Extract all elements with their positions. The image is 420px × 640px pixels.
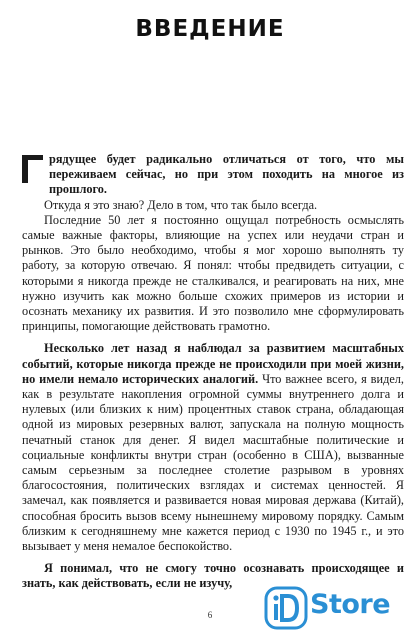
paragraph-3-text: Последние 50 лет я постоянно ощущал потребность осмыслять самые важные факторы, влияющие на успех или неудачи стран и рынков. Это было необходимо, чтобы я мог хорошо выполнять ту работу, за которую отвечаю. Я понял: чтобы предвидеть ситуации, с которыми я никогда прежде не сталкивался, и реагировать на них, мне нужно изучить как можно больше схожих примеров из истории и осознать механику их развития. И это позволило мне сформулировать принципы, помогающие действовать грамотно.: [22, 212, 404, 334]
paragraph-4-bold: Несколько лет назад я наблюдал за развитием масштабных событий, которые никогда прежде не происходили при моей жизни, но имели немало исторических аналогий.: [22, 341, 404, 386]
page-number: 6: [207, 610, 213, 620]
paragraph-1: [22, 152, 404, 198]
paragraph-2: [22, 198, 404, 213]
paragraph-5-bold: Я понимал, что не смогу точно осознавать происходящее и знать, как действовать, если не изучу,: [22, 561, 404, 591]
drop-cap: [22, 155, 43, 183]
paragraph-3: [22, 213, 404, 335]
id-store-logo-icon: [264, 586, 308, 630]
logo-wordmark: Store: [310, 589, 391, 620]
paragraph-1-bold: рядущее будет радикально отличаться от того, что мы переживаем сейчас, но при этом походить на многое из прошлого.: [49, 152, 404, 197]
paragraph-4: [22, 341, 404, 554]
paragraph-2-text: Откуда я это знаю? Дело в том, что так было всегда.: [44, 197, 318, 212]
body-text: [22, 152, 404, 592]
chapter-heading: ВВЕДЕНИЕ: [135, 16, 285, 42]
paragraph-4-text: Что важнее всего, я видел, как в результате накопления огромной суммы внутреннего долга и нулевых (или близких к ним) процентных ставок страна, обладающая одной из мировых резервных валют, запускала на полную мощность печатный станок для денег. Я видел масштабные политические и социальные конфликты внутри стран (особенно в США), вызванные самым серьезным за последнее столетие разрывом в уровнях благосостояния, политических взглядах и системах ценностей. Я замечал, как появляется и развивается новая мировая держава (Китай), способная бросить вызов всему нынешнему мировому порядку. Самым близким к сегодняшнему мне кажется период с 1930 по 1945 г., и это вызывает у меня немалое беспокойство.: [22, 371, 404, 554]
store-watermark-logo: [264, 586, 414, 630]
